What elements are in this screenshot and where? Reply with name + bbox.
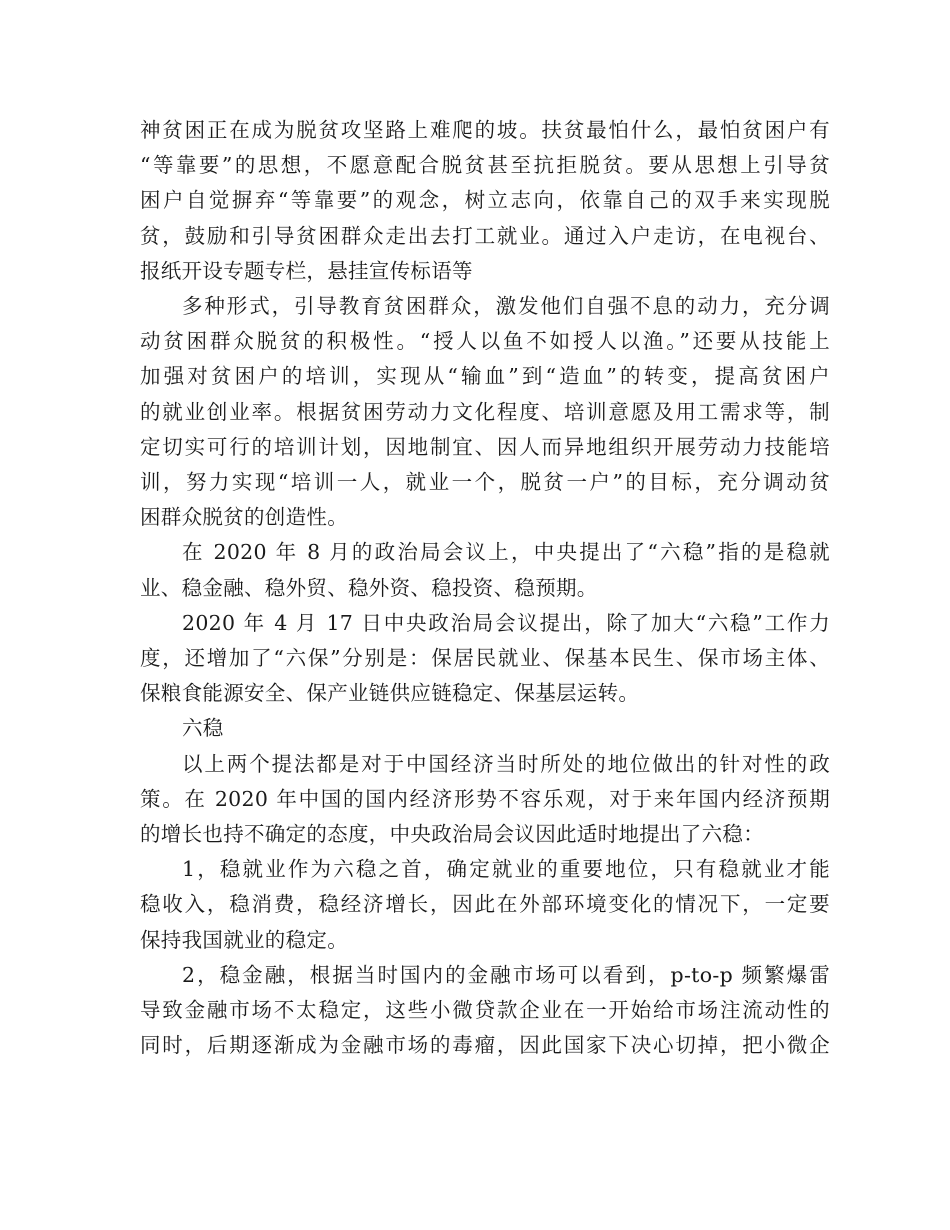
paragraph [140,535,830,605]
text-line: 保粮食能源安全、保产业链供应链稳定、保基层运转。 [140,681,640,706]
body-text [140,113,830,1063]
text-line: “等靠要”的思想，不愿意配合脱贫甚至抗拒脱贫。要从思想上引导贫 [140,153,830,178]
text-line: 神贫困正在成为脱贫攻坚路上难爬的坡。扶贫最怕什么，最怕贫困户有 [140,118,830,142]
text-line: 困户自觉摒弃“等靠要”的观念，树立志向，依靠自己的双手来实现脱 [140,188,830,213]
paragraph [140,747,830,853]
text-line: 同时，后期逐渐成为金融市场的毒瘤，因此国家下决心切掉，把小微企 [140,1033,830,1058]
text-line: 度，还增加了“六保”分别是：保居民就业、保基本民生、保市场主体、 [140,646,830,671]
text-line: 1，稳就业作为六稳之首，确定就业的重要地位，只有稳就业才能 [182,857,830,882]
text-line: 以上两个提法都是对于中国经济当时所处的地位做出的针对性的政 [182,751,830,776]
text-line: 训，努力实现“培训一人，就业一个，脱贫一户”的目标，充分调动贫 [140,470,830,495]
text-line: 困群众脱贫的创造性。 [140,505,348,530]
text-line: 的增长也持不确定的态度，中央政治局会议因此适时地提出了六稳： [140,822,764,847]
text-line: 动贫困群众脱贫的积极性。“授人以鱼不如授人以渔。”还要从技能上 [140,329,830,354]
text-line: 定切实可行的培训计划，因地制宜、因人而异地组织开展劳动力技能培 [140,434,830,459]
paragraph [140,606,830,712]
text-line: 多种形式，引导教育贫困群众，激发他们自强不息的动力，充分调 [182,294,830,319]
paragraph [140,289,830,535]
text-line: 加强对贫困户的培训，实现从“输血”到“造血”的转变，提高贫困户 [140,364,830,389]
text-line: 的就业创业率。根据贫困劳动力文化程度、培训意愿及用工需求等，制 [140,399,830,424]
text-line: 业、稳金融、稳外贸、稳外资、稳投资、稳预期。 [140,575,598,600]
text-line: 2，稳金融，根据当时国内的金融市场可以看到，p-to-p 频繁爆雷 [182,962,830,987]
paragraph [140,711,830,746]
paragraph [140,852,830,958]
text-line: 贫，鼓励和引导贫困群众走出去打工就业。通过入户走访，在电视台、 [140,223,830,248]
paragraph [140,113,830,289]
text-line: 2020 年 4 月 17 日中央政治局会议提出，除了加大“六稳”工作力 [182,610,830,635]
text-line: 在 2020 年 8 月的政治局会议上，中央提出了“六稳”指的是稳就 [182,540,830,565]
text-line: 导致金融市场不太稳定，这些小微贷款企业在一开始给市场注流动性的 [140,998,830,1023]
text-line: 六稳 [182,716,224,741]
text-line: 报纸开设专题专栏，悬挂宣传标语等 [140,258,473,283]
paragraph [140,958,830,1064]
text-line: 稳收入，稳消费，稳经济增长，因此在外部环境变化的情况下，一定要 [140,892,830,917]
text-line: 策。在 2020 年中国的国内经济形势不容乐观，对于来年国内经济预期 [140,786,830,811]
text-line: 保持我国就业的稳定。 [140,927,348,952]
